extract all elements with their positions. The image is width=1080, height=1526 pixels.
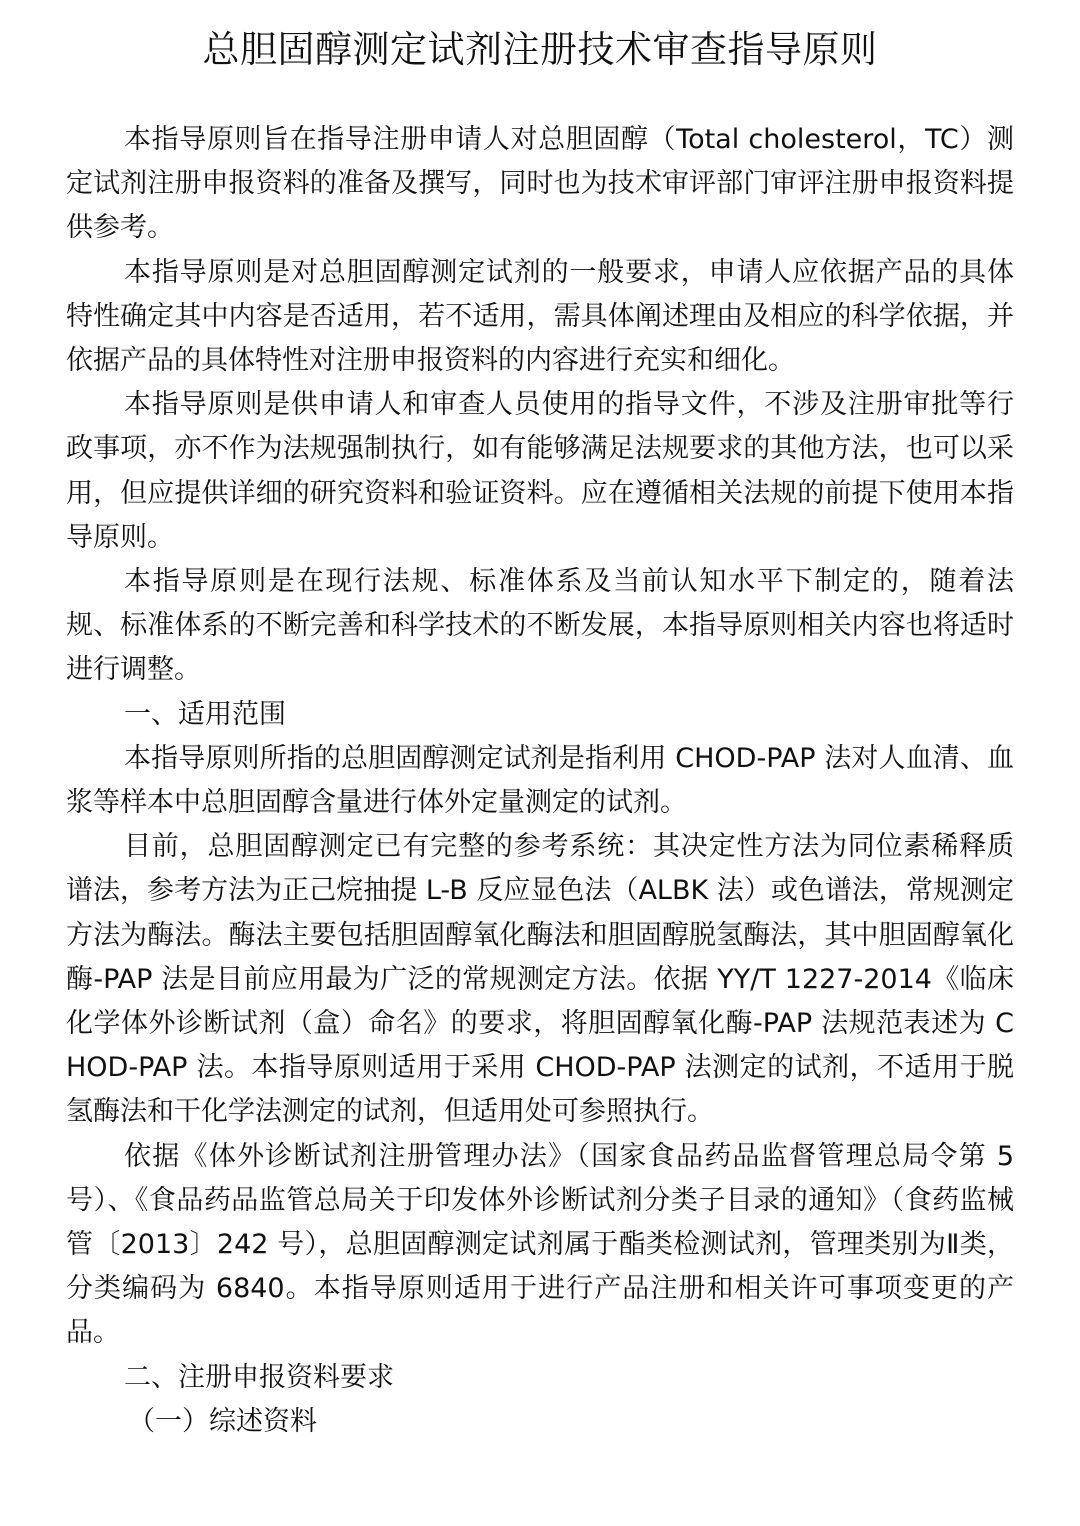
document-title: 总胆固醇测定试剂注册技术审查指导原则 — [202, 28, 878, 71]
paragraph-scope-definition: 本指导原则所指的总胆固醇测定试剂是指利用 CHOD-PAP 法对人血清、血浆等样本中总胆固醇含量进行体外定量测定的试剂。 — [66, 742, 1014, 819]
paragraph-reference-system: 目前，总胆固醇测定已有完整的参考系统：其决定性方法为同位素稀释质谱法，参考方法为正己烷抽提 L-B 反应显色法（ALBK 法）或色谱法，常规测定方法为酶法。酶法主要包括胆固醇氧化酶法和胆固醇脱氢酶法，其中胆固醇氧化酶-PAP 法是目前应用最为广泛的常规测定方法。依据 YY/T 1227-2014《临床化学体外诊断试剂（盒）命名》的要求，将胆固醇氧化酶-PAP 法规范表述为 CHOD-PAP 法。本指导原则适用于采用 CHOD-PAP 法测定的试剂，不适用于脱氢酶法和干化学法测定的试剂，但适用处可参照执行。 — [66, 831, 1014, 1128]
paragraph-classification: 依据《体外诊断试剂注册管理办法》（国家食品药品监督管理总局令第 5 号）、《食品药品监管总局关于印发体外诊断试剂分类子目录的通知》（食药监械管〔2013〕242 号），总胆固醇测定试剂属于酯类检测试剂，管理类别为Ⅱ类，分类编码为 6840。本指导原则适用于进行产品注册和相关许可事项变更的产品。 — [66, 1140, 1014, 1349]
section-heading-registration-requirements: 二、注册申报资料要求 — [124, 1361, 394, 1393]
paragraph-adjustment: 本指导原则是在现行法规、标准体系及当前认知水平下制定的，随着法规、标准体系的不断完善和科学技术的不断发展，本指导原则相关内容也将适时进行调整。 — [66, 566, 1014, 686]
paragraph-general-requirements: 本指导原则是对总胆固醇测定试剂的一般要求，申请人应依据产品的具体特性确定其中内容是否适用，若不适用，需具体阐述理由及相应的科学依据，并依据产品的具体特性对注册申报资料的内容进行充实和细化。 — [66, 256, 1014, 377]
paragraph-purpose: 本指导原则旨在指导注册申请人对总胆固醇（Total cholesterol，TC）测定试剂注册申报资料的准备及撰写，同时也为技术审评部门审评注册申报资料提供参考。 — [66, 124, 1014, 244]
paragraph-guidance-nature: 本指导原则是供申请人和审查人员使用的指导文件，不涉及注册审批等行政事项，亦不作为法规强制执行，如有能够满足法规要求的其他方法，也可以采用，但应提供详细的研究资料和验证资料。应在遵循相关法规的前提下使用本指导原则。 — [66, 389, 1014, 553]
subsection-heading-overview: （一）综述资料 — [128, 1405, 317, 1437]
section-heading-scope: 一、适用范围 — [124, 698, 286, 730]
